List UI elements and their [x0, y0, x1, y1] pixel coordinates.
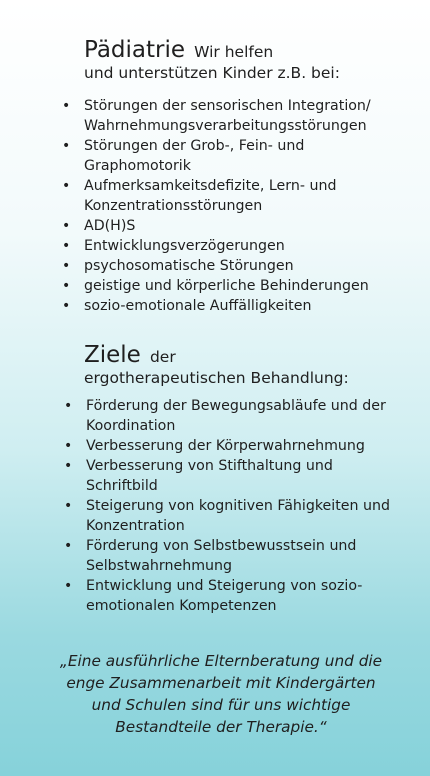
section-paediatrie-heading [84, 38, 404, 81]
list-item: • Aufmerksamkeitsdefizite, Lern- und Konzentrationsstörungen [62, 178, 337, 214]
bullet-icon: • [64, 398, 73, 414]
list-item: • sozio-emotionale Auffälligkeiten [62, 298, 312, 314]
bullet-icon: • [62, 298, 71, 314]
bullet-icon: • [62, 278, 71, 294]
list-item: • Verbesserung von Stifthaltung und Schriftbild [64, 458, 333, 494]
list-item: • Störungen der sensorischen Integration/ Wahrnehmungsverarbeitungsstörungen [62, 98, 371, 134]
list-item: • Förderung der Bewegungsabläufe und der Koordination [64, 398, 386, 434]
list-item: • AD(H)S [62, 218, 136, 234]
bullet-icon: • [64, 578, 73, 594]
list-item: • geistige und körperliche Behinderungen [62, 278, 369, 294]
list-item: • Störungen der Grob-, Fein- und Graphomotorik [62, 138, 305, 174]
section-ziele-title: Ziele [84, 342, 141, 368]
paediatrie-list [62, 96, 392, 316]
bullet-icon: • [62, 138, 71, 154]
list-item: • Förderung von Selbstbewusstsein und Selbstwahrnehmung [64, 538, 357, 574]
section-ziele-heading [84, 343, 404, 386]
section-ziele-subtitle-inline: der [149, 348, 176, 366]
bullet-icon: • [62, 258, 71, 274]
bullet-icon: • [64, 538, 73, 554]
list-item: • Entwicklungsverzögerungen [62, 238, 285, 254]
bullet-icon: • [64, 458, 73, 474]
bullet-icon: • [62, 98, 71, 114]
list-item: • Entwicklung und Steigerung von sozio-emotionalen Kompetenzen [64, 578, 363, 614]
bullet-icon: • [62, 218, 71, 234]
list-item: • Verbesserung der Körperwahrnehmung [64, 438, 365, 454]
section-paediatrie-subtitle-line2: und unterstützen Kinder z.B. bei: [84, 64, 340, 83]
bullet-icon: • [64, 438, 73, 454]
ziele-list [64, 396, 394, 616]
section-paediatrie-subtitle-inline: Wir helfen [194, 43, 274, 61]
section-ziele-subtitle-line2: ergotherapeutischen Behandlung: [84, 369, 349, 388]
list-item: • Steigerung von kognitiven Fähigkeiten und Konzentration [64, 498, 390, 534]
section-paediatrie-title: Pädiatrie [84, 37, 186, 63]
bullet-icon: • [62, 178, 71, 194]
closing-quote: „Eine ausführliche Elternberatung und die enge Zusammenarbeit mit Kindergärten und Schulen sind für uns wichtige Bestandteile der Therapie.“ [59, 652, 383, 736]
bullet-icon: • [64, 498, 73, 514]
bullet-icon: • [62, 238, 71, 254]
list-item: • psychosomatische Störungen [62, 258, 294, 274]
